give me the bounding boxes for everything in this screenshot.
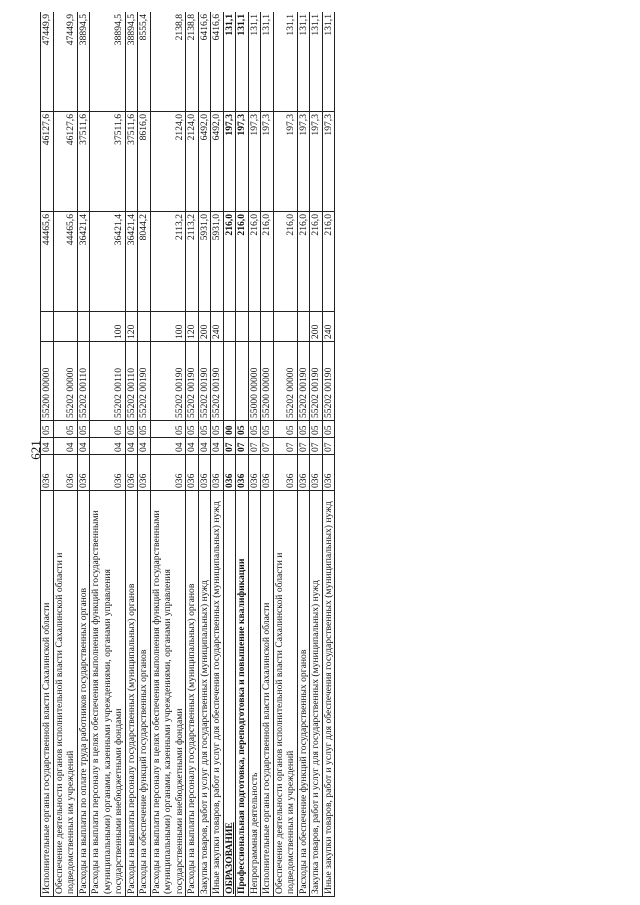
ministry-code: 036 — [322, 455, 335, 491]
amount-year-1: 44465,6 — [41, 212, 54, 312]
page-number: 621 — [28, 440, 43, 460]
table-row — [198, 12, 211, 897]
amount-year-1: 5931,0 — [211, 212, 224, 312]
ministry-code: 036 — [273, 455, 297, 491]
subsection-code: 05 — [310, 421, 323, 438]
table-row — [261, 12, 274, 897]
amount-year-3: 131,1 — [261, 12, 274, 112]
expense-type-code — [236, 312, 249, 342]
expense-item-name: ОБРАЗОВАНИЕ — [223, 491, 236, 897]
target-article-code: 55202 00110 — [125, 342, 138, 421]
expense-item-name: Обеспечение деятельности органов исполнительной власти Сахалинской области и подведомственных им учреждений — [273, 491, 297, 897]
subsection-code: 05 — [273, 421, 297, 438]
section-code: 04 — [90, 438, 126, 455]
budget-table — [40, 12, 335, 897]
target-article-code: 55202 00190 — [138, 342, 151, 421]
expense-item-name: Исполнительные органы государственной власти Сахалинской области — [41, 491, 54, 897]
amount-year-2: 46127,6 — [41, 112, 54, 212]
amount-year-1: 216,0 — [273, 212, 297, 312]
amount-year-3: 131,1 — [322, 12, 335, 112]
amount-year-2: 37511,6 — [90, 112, 126, 212]
amount-year-1: 216,0 — [223, 212, 236, 312]
section-code: 07 — [297, 438, 310, 455]
target-article-code: 55000 00000 — [248, 342, 261, 421]
table-row — [223, 12, 236, 897]
section-code: 07 — [310, 438, 323, 455]
amount-year-3: 6416,6 — [211, 12, 224, 112]
target-article-code: 55200 00000 — [41, 342, 54, 421]
expense-item-name: Иные закупки товаров, работ и услуг для обеспечения государственных (муниципальных) нужд — [322, 491, 335, 897]
section-code: 07 — [236, 438, 249, 455]
target-article-code: 55202 00190 — [297, 342, 310, 421]
amount-year-3: 131,1 — [297, 12, 310, 112]
document-page — [40, 12, 610, 897]
amount-year-3: 2138,8 — [150, 12, 186, 112]
amount-year-3: 8555,4 — [138, 12, 151, 112]
expense-item-name: Обеспечение деятельности органов исполнительной власти Сахалинской области и подведомственных им учреждений — [53, 491, 77, 897]
expense-type-code — [53, 312, 77, 342]
expense-type-code — [248, 312, 261, 342]
expense-item-name: Закупка товаров, работ и услуг для государственных (муниципальных) нужд — [310, 491, 323, 897]
ministry-code: 036 — [186, 455, 199, 491]
subsection-code: 05 — [261, 421, 274, 438]
amount-year-3: 47449,9 — [41, 12, 54, 112]
ministry-code: 036 — [41, 455, 54, 491]
expense-item-name: Расходы на выплаты персоналу государственных (муниципальных) органов — [186, 491, 199, 897]
ministry-code: 036 — [77, 455, 90, 491]
amount-year-2: 197,3 — [261, 112, 274, 212]
section-code: 04 — [150, 438, 186, 455]
subsection-code: 05 — [248, 421, 261, 438]
amount-year-1: 216,0 — [248, 212, 261, 312]
expense-type-code: 120 — [125, 312, 138, 342]
expense-item-name: Расходы на обеспечение функций государственных органов — [297, 491, 310, 897]
subsection-code: 05 — [186, 421, 199, 438]
target-article-code: 55202 00190 — [198, 342, 211, 421]
subsection-code: 00 — [223, 421, 236, 438]
amount-year-2: 197,3 — [223, 112, 236, 212]
table-row — [248, 12, 261, 897]
expense-type-code — [77, 312, 90, 342]
expense-type-code — [297, 312, 310, 342]
amount-year-2: 46127,6 — [53, 112, 77, 212]
amount-year-3: 131,1 — [236, 12, 249, 112]
amount-year-3: 131,1 — [273, 12, 297, 112]
section-code: 04 — [77, 438, 90, 455]
target-article-code: 55202 00190 — [186, 342, 199, 421]
table-row — [236, 12, 249, 897]
amount-year-1: 216,0 — [236, 212, 249, 312]
section-code: 07 — [273, 438, 297, 455]
expense-item-name: Иные закупки товаров, работ и услуг для обеспечения государственных (муниципальных) нужд — [211, 491, 224, 897]
expense-type-code: 240 — [211, 312, 224, 342]
amount-year-2: 2124,0 — [150, 112, 186, 212]
section-code: 04 — [186, 438, 199, 455]
section-code: 07 — [223, 438, 236, 455]
ministry-code: 036 — [236, 455, 249, 491]
section-code: 04 — [211, 438, 224, 455]
target-article-code: 55202 00190 — [322, 342, 335, 421]
expense-item-name: Закупка товаров, работ и услуг для государственных (муниципальных) нужд — [198, 491, 211, 897]
subsection-code: 05 — [53, 421, 77, 438]
ministry-code: 036 — [261, 455, 274, 491]
ministry-code: 036 — [248, 455, 261, 491]
section-code: 07 — [248, 438, 261, 455]
ministry-code: 036 — [90, 455, 126, 491]
section-code: 07 — [322, 438, 335, 455]
expense-item-name: Профессиональная подготовка, переподготовка и повышение квалификации — [236, 491, 249, 897]
amount-year-2: 37511,6 — [125, 112, 138, 212]
target-article-code: 55202 00000 — [53, 342, 77, 421]
subsection-code: 05 — [125, 421, 138, 438]
expense-type-code — [138, 312, 151, 342]
amount-year-2: 197,3 — [248, 112, 261, 212]
expense-item-name: Расходы на выплаты персоналу в целях обеспечения выполнения функций государственными (муниципальными) органами, казенными учреждениями, органами управления государственными внебюджетными фондами — [90, 491, 126, 897]
table-row — [211, 12, 224, 897]
target-article-code: 55202 00110 — [90, 342, 126, 421]
subsection-code: 05 — [211, 421, 224, 438]
target-article-code — [223, 342, 236, 421]
subsection-code: 05 — [150, 421, 186, 438]
target-article-code: 55202 00000 — [273, 342, 297, 421]
target-article-code: 55202 00190 — [310, 342, 323, 421]
subsection-code: 05 — [77, 421, 90, 438]
expense-item-name: Расходы на выплаты персоналу государственных (муниципальных) органов — [125, 491, 138, 897]
subsection-code: 05 — [41, 421, 54, 438]
expense-item-name: Расходы на обеспечение функций государственных органов — [138, 491, 151, 897]
subsection-code: 05 — [138, 421, 151, 438]
subsection-code: 05 — [90, 421, 126, 438]
expense-type-code — [261, 312, 274, 342]
ministry-code: 036 — [310, 455, 323, 491]
amount-year-2: 2124,0 — [186, 112, 199, 212]
table-row — [138, 12, 151, 897]
ministry-code: 036 — [198, 455, 211, 491]
table-row — [41, 12, 54, 897]
table-row — [90, 12, 126, 897]
table-row — [125, 12, 138, 897]
subsection-code: 05 — [322, 421, 335, 438]
target-article-code — [236, 342, 249, 421]
amount-year-1: 216,0 — [261, 212, 274, 312]
amount-year-3: 131,1 — [248, 12, 261, 112]
ministry-code: 036 — [125, 455, 138, 491]
budget-table-body — [41, 12, 335, 897]
section-code: 04 — [138, 438, 151, 455]
amount-year-2: 197,3 — [297, 112, 310, 212]
expense-type-code: 200 — [310, 312, 323, 342]
amount-year-2: 6492,0 — [198, 112, 211, 212]
amount-year-2: 197,3 — [322, 112, 335, 212]
ministry-code: 036 — [211, 455, 224, 491]
amount-year-3: 38894,5 — [125, 12, 138, 112]
amount-year-1: 44465,6 — [53, 212, 77, 312]
amount-year-1: 216,0 — [310, 212, 323, 312]
ministry-code: 036 — [223, 455, 236, 491]
expense-item-name: Расходы на выплаты персоналу в целях обеспечения выполнения функций государственными (муниципальными) органами, казенными учреждениями, органами управления государственными внебюджетными фондами — [150, 491, 186, 897]
amount-year-3: 131,1 — [223, 12, 236, 112]
target-article-code: 55200 00000 — [261, 342, 274, 421]
target-article-code: 55202 00110 — [77, 342, 90, 421]
subsection-code: 05 — [236, 421, 249, 438]
expense-type-code — [41, 312, 54, 342]
amount-year-3: 131,1 — [310, 12, 323, 112]
expense-type-code — [273, 312, 297, 342]
expense-type-code: 120 — [186, 312, 199, 342]
amount-year-1: 216,0 — [297, 212, 310, 312]
amount-year-3: 38894,5 — [77, 12, 90, 112]
expense-type-code: 100 — [90, 312, 126, 342]
amount-year-1: 36421,4 — [77, 212, 90, 312]
amount-year-1: 2113,2 — [186, 212, 199, 312]
section-code: 04 — [198, 438, 211, 455]
amount-year-1: 8044,2 — [138, 212, 151, 312]
ministry-code: 036 — [150, 455, 186, 491]
table-row — [150, 12, 186, 897]
ministry-code: 036 — [297, 455, 310, 491]
amount-year-2: 8616,0 — [138, 112, 151, 212]
section-code: 04 — [41, 438, 54, 455]
expense-item-name: Непрограммная деятельность — [248, 491, 261, 897]
target-article-code: 55202 00190 — [150, 342, 186, 421]
amount-year-1: 216,0 — [322, 212, 335, 312]
table-row — [53, 12, 77, 897]
rotated-budget-sheet — [40, 12, 610, 897]
amount-year-3: 47449,9 — [53, 12, 77, 112]
subsection-code: 05 — [297, 421, 310, 438]
amount-year-1: 2113,2 — [150, 212, 186, 312]
expense-type-code: 100 — [150, 312, 186, 342]
amount-year-3: 6416,6 — [198, 12, 211, 112]
amount-year-1: 36421,4 — [125, 212, 138, 312]
amount-year-2: 197,3 — [236, 112, 249, 212]
table-row — [297, 12, 310, 897]
ministry-code: 036 — [53, 455, 77, 491]
ministry-code: 036 — [138, 455, 151, 491]
expense-item-name: Расходы на выплаты по оплате труда работников государственных органов — [77, 491, 90, 897]
expense-type-code: 200 — [198, 312, 211, 342]
table-row — [322, 12, 335, 897]
amount-year-3: 2138,8 — [186, 12, 199, 112]
amount-year-2: 6492,0 — [211, 112, 224, 212]
expense-type-code — [223, 312, 236, 342]
expense-type-code: 240 — [322, 312, 335, 342]
section-code: 04 — [53, 438, 77, 455]
amount-year-3: 38894,5 — [90, 12, 126, 112]
amount-year-2: 37511,6 — [77, 112, 90, 212]
amount-year-2: 197,3 — [273, 112, 297, 212]
expense-item-name: Исполнительные органы государственной власти Сахалинской области — [261, 491, 274, 897]
amount-year-1: 36421,4 — [90, 212, 126, 312]
table-row — [77, 12, 90, 897]
table-row — [186, 12, 199, 897]
table-row — [310, 12, 323, 897]
section-code: 07 — [261, 438, 274, 455]
amount-year-1: 5931,0 — [198, 212, 211, 312]
amount-year-2: 197,3 — [310, 112, 323, 212]
table-row — [273, 12, 297, 897]
target-article-code: 55202 00190 — [211, 342, 224, 421]
section-code: 04 — [125, 438, 138, 455]
subsection-code: 05 — [198, 421, 211, 438]
